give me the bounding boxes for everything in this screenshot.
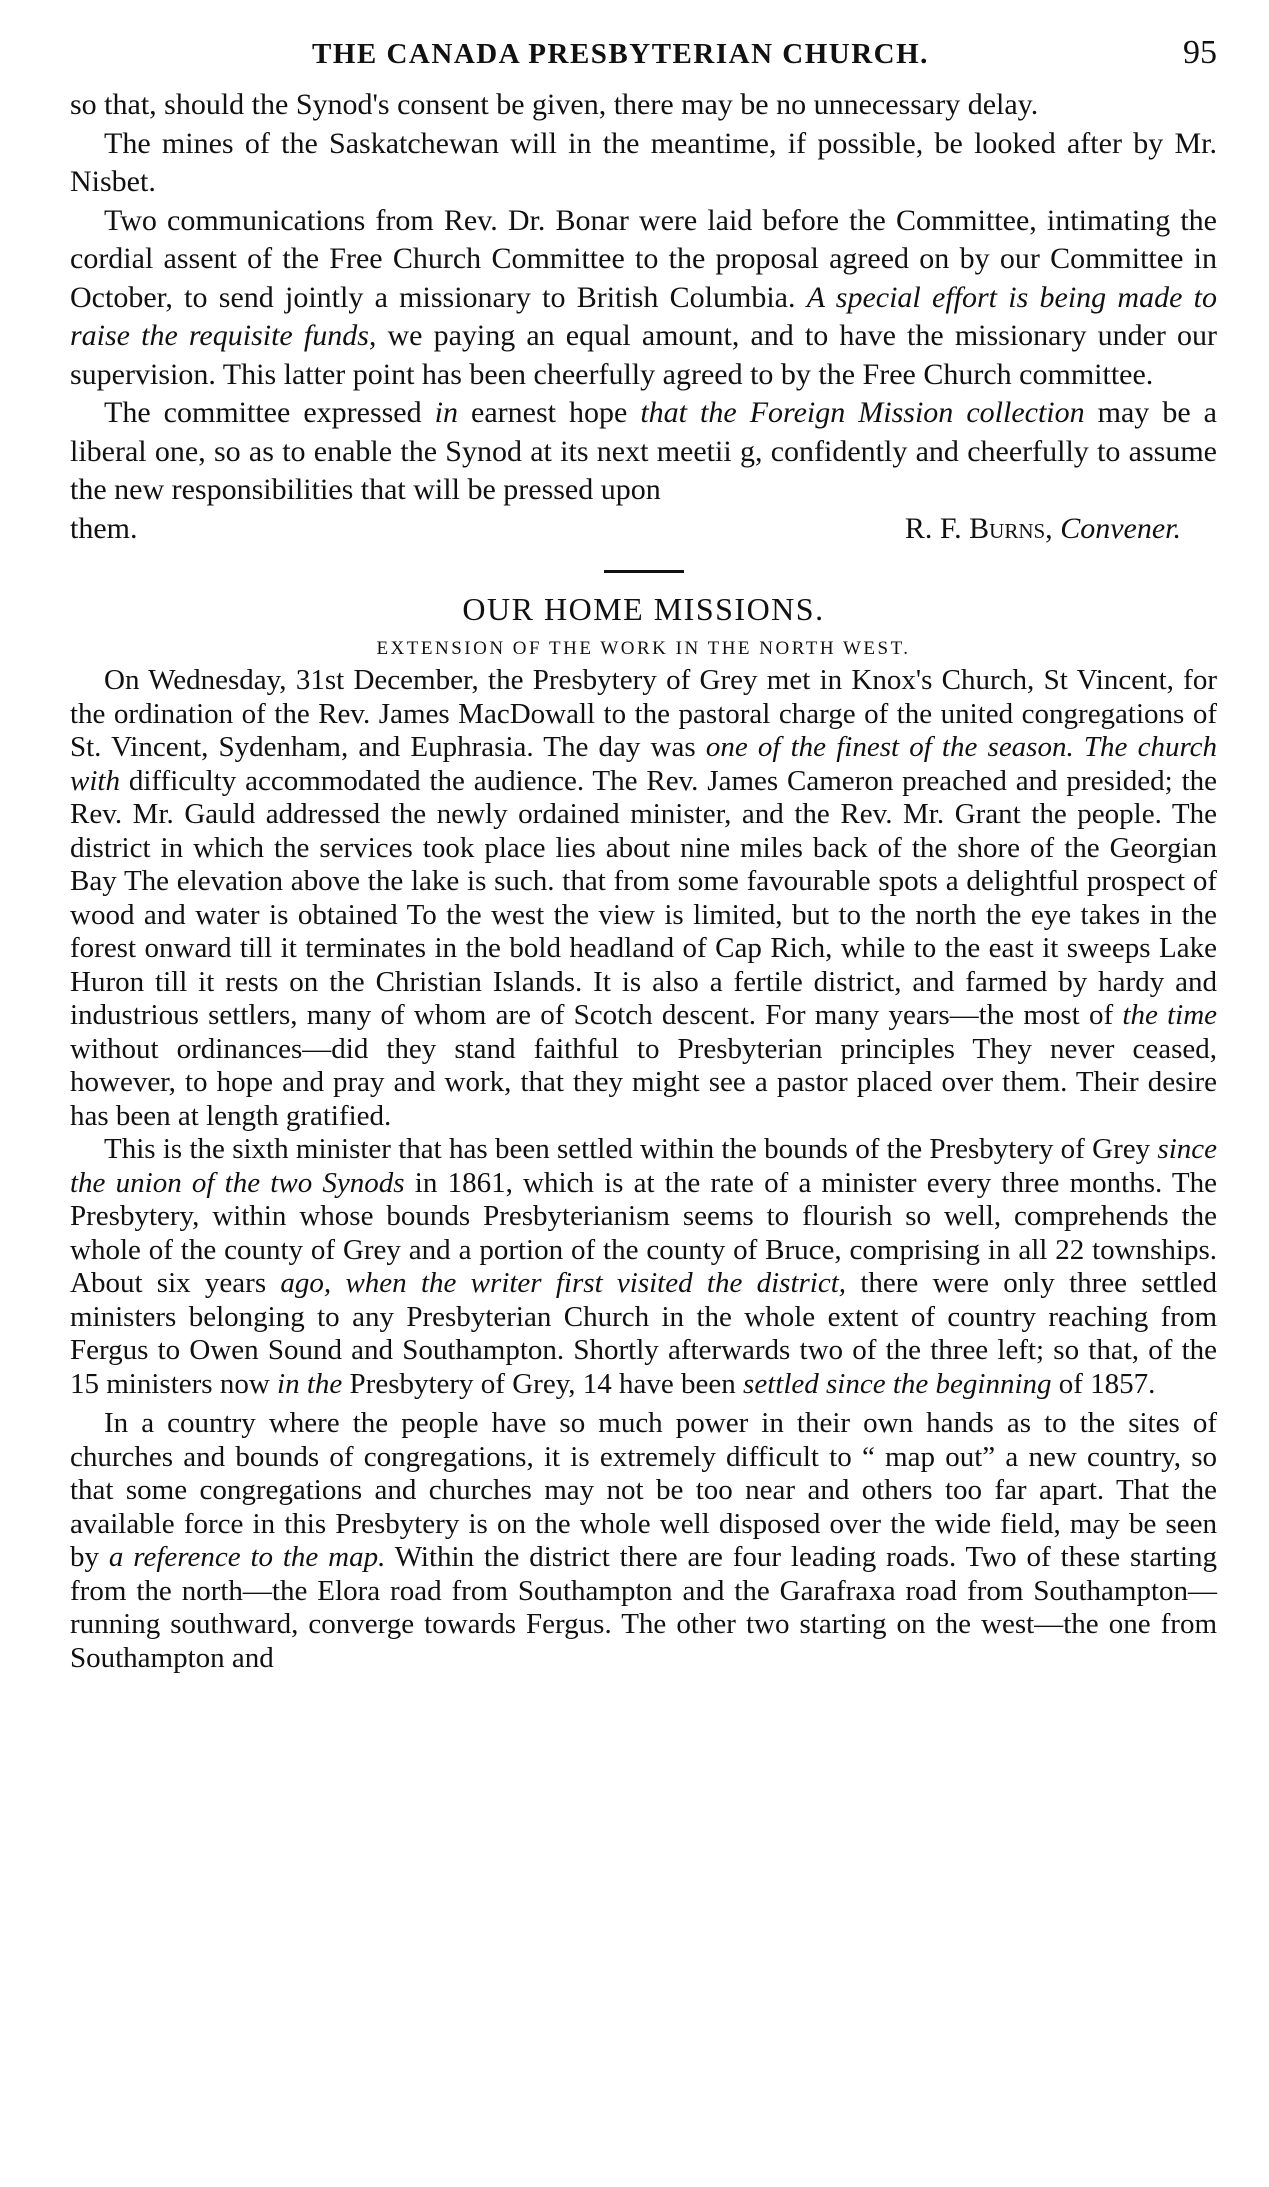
paragraph: On Wednesday, 31st December, the Presbytery of Grey met in Knox's Church, St Vincent, for the ordination of the Rev. James MacDowall to the pastoral charge of the united congregations of St. Vincent, Sydenham, and Euphrasia. The day was one of the finest of the season. The church with difficulty accommodated the audience. The Rev. James Cameron preached and presided; the Rev. Mr. Gauld addressed the newly ordained minister, and the Rev. Mr. Grant the people. The district in which the services took place lies about nine miles back of the shore of the Georgian Bay The elevation above the lake is such. that from some favourable spots a delightful prospect of wood and water is obtained To the west the view is limited, but to the north the eye takes in the forest onward till it terminates in the bold headland of Cap Rich, while to the east it sweeps Lake Huron till it rests on the Christian Islands. It is also a fertile district, and farmed by hardy and industrious settlers, many of whom are of Scotch descent. For many years—the most of the time without ordinances—did they stand faithful to Presbyterian principles They never ceased, however, to hope and pray and work, that they might see a pastor placed over them. Their desire has been at length gratified. [70,664,1218,1132]
signature-line [70,510,1217,549]
signature [905,510,1181,549]
paragraph: The mines of the Saskatchewan will in the meantime, if possible, be looked after by Mr. Nisbet. [70,126,1217,198]
paragraph: This is the sixth minister that has been settled within the bounds of the Presbytery of Grey since the union of the two Synods in 1861, which is at the rate of a minister every three months. The Presbytery, within whose bounds Presbyterianism seems to flourish so well, comprehends the whole of the county of Grey and a portion of the county of Bruce, comprising in all 22 townships. About six years ago, when the writer first visited the district, there were only three settled ministers belonging to any Presbyterian Church in the whole extent of country reaching from Fergus to Owen Sound and Southampton. Shortly afterwards two of the three left; so that, of the 15 ministers now in the Presbytery of Grey, 14 have been settled since the beginning of 1857. [70,1133,1218,1400]
signature-name: R. F. Burns, [904,511,1053,545]
signature-title: Convener. [1060,511,1181,545]
running-header [312,34,1217,72]
committee-report-text [70,86,1217,548]
closing-word: them. [70,511,138,545]
section-divider [604,570,684,573]
running-title: THE CANADA PRESBYTERIAN CHURCH. [312,38,929,70]
section-subtitle: EXTENSION OF THE WORK IN THE NORTH WEST. [376,638,911,659]
paragraph: so that, should the Synod's consent be given, there may be no unnecessary delay. [70,88,1039,121]
page-number: 95 [1183,34,1217,71]
paragraph: In a country where the people have so much power in their own hands as to the sites of churches and bounds of congregations, it is extremely difficult to “ map out” a new country, so that some congregations and churches may not be too near and others too far apart. That the available force in this Presbytery is on the whole well disposed over the wide field, may be seen by a reference to the map. Within the district there are four leading roads. Two of these starting from the north—the Elora road from Southampton and the Garafraxa road from Southampton—running southward, converge towards Fergus. The other two starting on the west—the one from Southampton and [70,1407,1218,1674]
paragraph: The committee expressed in earnest hope that the Foreign Mission collection may be a liberal one, so as to enable the Synod at its next meetii g, confidently and cheerfully to assume the new responsibilities that will be pressed upon [70,396,1217,506]
home-missions-article [70,664,1217,1675]
paragraph: Two communications from Rev. Dr. Bonar were laid before the Committee, intimating the cordial assent of the Free Church Committee to the proposal agreed on by our Committee in October, to send jointly a missionary to British Columbia. A special effort is being made to raise the requisite funds, we paying an equal amount, and to have the missionary under our supervision. This latter point has been cheerfully agreed to by the Free Church committee. [70,203,1218,391]
section-title: OUR HOME MISSIONS. [462,591,825,627]
